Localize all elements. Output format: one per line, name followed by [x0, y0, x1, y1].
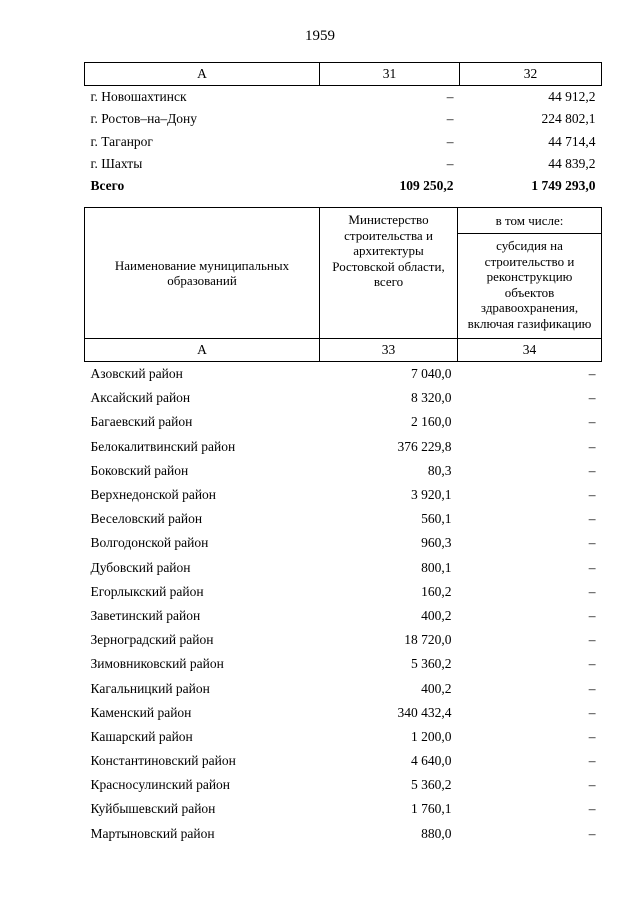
total-col31: 109 250,2 [399, 178, 454, 194]
value-col34: – [588, 801, 596, 817]
municipality-name: Красносулинский район [90, 777, 231, 793]
table-header-row [85, 208, 602, 234]
value-col33: 5 360,2 [411, 777, 452, 793]
table-row [85, 108, 602, 130]
value-col34: – [588, 728, 596, 744]
value-col34: – [588, 583, 596, 599]
table-row [85, 604, 602, 628]
table-row [85, 676, 602, 700]
col-header-a: А [85, 63, 320, 86]
municipality-name: Каменский район [90, 704, 192, 720]
table-row [85, 725, 602, 749]
municipality-name: Мартыновский район [90, 825, 215, 841]
table-row [85, 507, 602, 531]
municipality-name: Кашарский район [90, 728, 193, 744]
municipality-name: Боковский район [90, 462, 189, 478]
table-row [85, 701, 602, 725]
value-col33: 376 229,8 [397, 438, 452, 454]
page-number: 1959 [305, 28, 335, 44]
value-col33: 8 320,0 [411, 390, 452, 406]
value-col34: – [588, 753, 596, 769]
header-including: в том числе: [458, 208, 602, 234]
header-municipal-names: Наименование муниципальных образований [85, 208, 320, 339]
value-col33: 7 040,0 [411, 366, 452, 382]
value-col34: – [588, 559, 596, 575]
value-col33: 340 432,4 [397, 704, 452, 720]
value-col32: 44 912,2 [548, 89, 596, 105]
value-col34: – [588, 535, 596, 551]
value-col32: 44 839,2 [548, 156, 596, 172]
table-row [85, 797, 602, 821]
municipality-name: Куйбышевский район [90, 801, 216, 817]
table-row [85, 362, 602, 387]
table-row [85, 773, 602, 797]
municipality-name: г. Новошахтинск [90, 89, 187, 105]
municipality-name: Верхнедонской район [90, 487, 217, 503]
value-col34: – [588, 680, 596, 696]
col-header-a: А [85, 339, 320, 362]
value-col33: 18 720,0 [404, 632, 452, 648]
municipality-name: Багаевский район [90, 414, 193, 430]
total-label: Всего [90, 178, 125, 194]
municipality-name: Аксайский район [90, 390, 191, 406]
value-col34: – [588, 390, 596, 406]
col-header-33: 33 [320, 339, 458, 362]
municipality-name: Белокалитвинский район [90, 438, 236, 454]
municipality-name: Кагальницкий район [90, 680, 210, 696]
table-row [85, 556, 602, 580]
municipality-name: Азовский район [90, 366, 183, 382]
value-col32: 224 802,1 [541, 111, 596, 127]
table-row [85, 386, 602, 410]
value-col33: 2 160,0 [411, 414, 452, 430]
municipality-name: Зерноградский район [90, 632, 214, 648]
value-col33: 400,2 [421, 680, 452, 696]
value-col34: – [588, 825, 596, 841]
value-col33: 5 360,2 [411, 656, 452, 672]
table-row [85, 822, 602, 846]
header-ministry-total: Министерство строительства и архитектуры Ростовской области, всего [320, 208, 458, 339]
table-row [85, 410, 602, 434]
municipality-name: г. Шахты [90, 156, 143, 172]
table-ministry [84, 207, 602, 846]
municipality-name: Дубовский район [90, 559, 191, 575]
table-letter-header-row [85, 63, 602, 86]
table-row [85, 483, 602, 507]
table-row [85, 749, 602, 773]
header-healthcare-subsidy: субсидия на строительство и реконструкцию объектов здравоохранения, включая газификацию [458, 234, 602, 339]
value-col34: – [588, 607, 596, 623]
value-col33: 160,2 [421, 583, 452, 599]
value-col34: – [588, 414, 596, 430]
value-col33: 1 200,0 [411, 728, 452, 744]
municipality-name: Веселовский район [90, 511, 203, 527]
table-row [85, 435, 602, 459]
value-col34: – [588, 777, 596, 793]
value-col33: 960,3 [421, 535, 452, 551]
value-col33: 80,3 [427, 462, 452, 478]
value-col31: – [446, 133, 454, 149]
value-col33: 4 640,0 [411, 753, 452, 769]
table-row [85, 459, 602, 483]
value-col32: 44 714,4 [548, 133, 596, 149]
municipality-name: Зимовниковский район [90, 656, 224, 672]
table-row [85, 580, 602, 604]
value-col33: 800,1 [421, 559, 452, 575]
value-col34: – [588, 487, 596, 503]
municipality-name: г. Ростов–на–Дону [90, 111, 198, 127]
value-col33: 3 920,1 [411, 487, 452, 503]
municipality-name: Константиновский район [90, 753, 236, 769]
table-continuation [84, 62, 602, 197]
value-col34: – [588, 632, 596, 648]
table-row [85, 652, 602, 676]
municipality-name: Волгодонской район [90, 535, 209, 551]
value-col34: – [588, 462, 596, 478]
value-col34: – [588, 511, 596, 527]
total-col32: 1 749 293,0 [531, 178, 596, 194]
table-row [85, 153, 602, 175]
value-col34: – [588, 438, 596, 454]
municipality-name: Егорлыкский район [90, 583, 204, 599]
value-col34: – [588, 704, 596, 720]
value-col33: 560,1 [421, 511, 452, 527]
value-col31: – [446, 156, 454, 172]
col-header-31: 31 [320, 63, 460, 86]
municipality-name: г. Таганрог [90, 133, 153, 149]
col-header-32: 32 [460, 63, 602, 86]
table-row [85, 86, 602, 109]
value-col33: 400,2 [421, 607, 452, 623]
value-col33: 880,0 [421, 825, 452, 841]
value-col31: – [446, 111, 454, 127]
table-letter-header-row [85, 339, 602, 362]
table-row [85, 531, 602, 555]
value-col34: – [588, 656, 596, 672]
table-row [85, 628, 602, 652]
table-row [85, 131, 602, 153]
value-col31: – [446, 89, 454, 105]
value-col33: 1 760,1 [411, 801, 452, 817]
total-row [85, 175, 602, 197]
col-header-34: 34 [458, 339, 602, 362]
municipality-name: Заветинский район [90, 607, 201, 623]
value-col34: – [588, 366, 596, 382]
